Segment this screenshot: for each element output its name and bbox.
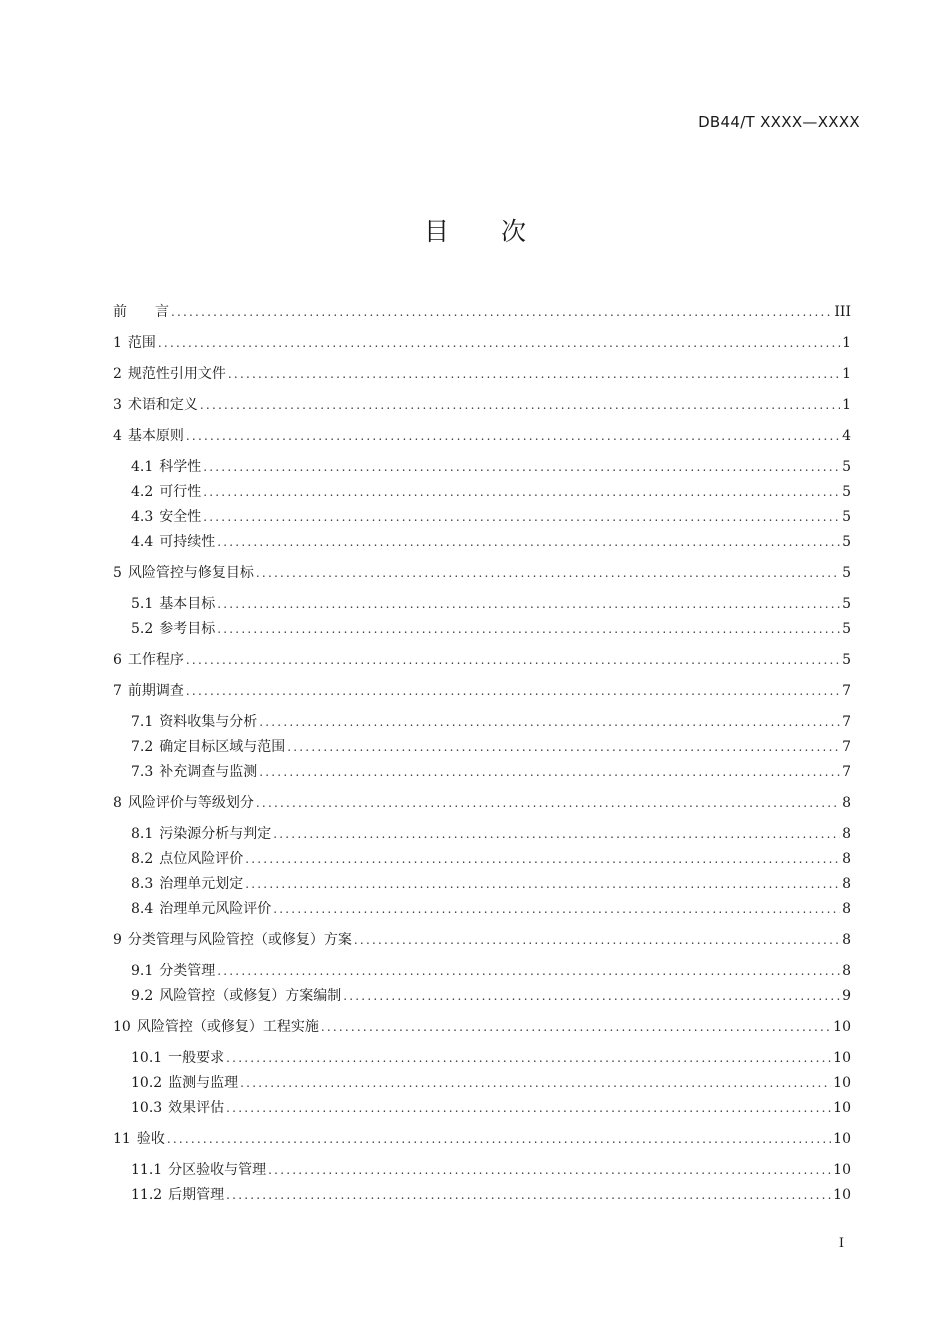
toc-entry-title: 可持续性 [159,534,216,550]
toc-entry-title: 工作程序 [127,652,184,668]
toc-entry-number: 11.2 [131,1187,163,1203]
toc-entry-title: 可行性 [159,484,202,500]
toc-entry-number: 4.3 [131,509,154,525]
toc-entry-title: 安全性 [159,509,202,525]
toc-entry-label [131,822,271,847]
toc-leader-dots [259,760,840,785]
toc-entry-title: 补充调查与监测 [159,764,258,780]
toc-entry-label [131,760,257,785]
toc-entry[interactable] [113,455,851,480]
toc-entry[interactable] [113,424,851,449]
toc-entry-page: 8 [842,876,851,892]
toc-entry-page: 5 [842,509,851,525]
toc-entry[interactable] [113,735,851,760]
toc-entry-page: 8 [842,851,851,867]
toc-leader-dots [217,959,840,984]
toc-entry-label [113,1015,319,1040]
toc-entry-number: 10.2 [131,1075,163,1091]
toc-entry-number: 8.2 [131,851,154,867]
toc-entry-label [131,1096,224,1121]
toc-entry-page: III [834,304,851,320]
toc-entry-page: 1 [842,397,851,413]
toc-entry-label [131,735,285,760]
toc-entry-number: 1 [113,335,122,351]
toc-entry-title: 科学性 [159,459,202,475]
toc-entry-page: 1 [842,366,851,382]
toc-leader-dots [228,362,840,387]
toc-entry[interactable] [113,592,851,617]
toc-leader-dots [171,300,832,325]
toc-entry-title: 基本原则 [127,428,184,444]
toc-entry-page: 7 [842,683,851,699]
toc-entry-page: 5 [842,459,851,475]
toc-entry[interactable] [113,393,851,418]
toc-entry-title: 治理单元风险评价 [159,901,272,917]
toc-leader-dots [287,735,840,760]
toc-entry-title: 效果评估 [168,1100,225,1116]
toc-entry-label [131,480,201,505]
toc-leader-dots [259,710,840,735]
toc-entry-label [131,530,215,555]
toc-entry-page: 10 [833,1187,851,1203]
toc-entry-page: 10 [833,1131,851,1147]
toc-entry[interactable] [113,791,851,816]
toc-leader-dots [245,847,840,872]
toc-leader-dots [217,592,840,617]
toc-leader-dots [226,1183,831,1208]
toc-entry-number: 10.3 [131,1100,163,1116]
toc-entry-title: 基本目标 [159,596,216,612]
toc-entry-label [113,362,226,387]
toc-entry-title: 参考目标 [159,621,216,637]
toc-entry-title: 风险管控（或修复）方案编制 [159,988,342,1004]
toc-entry[interactable] [113,617,851,642]
toc-leader-dots [167,1127,831,1152]
toc-entry-label [113,928,352,953]
toc-entry-page: 10 [833,1162,851,1178]
toc-leader-dots [256,791,840,816]
toc-entry[interactable] [113,300,851,325]
toc-entry[interactable] [113,872,851,897]
toc-entry-number: 8 [113,795,122,811]
toc-entry-label [131,455,201,480]
toc-entry-number: 3 [113,397,122,413]
toc-entry[interactable] [113,847,851,872]
toc-entry-label [113,1127,165,1152]
toc-entry[interactable] [113,1158,851,1183]
toc-entry-label [131,1183,224,1208]
toc-entry-number: 4 [113,428,122,444]
toc-leader-dots [343,984,840,1009]
toc-entry-page: 5 [842,484,851,500]
toc-entry-number: 4.2 [131,484,154,500]
toc-entry[interactable] [113,928,851,953]
toc-entry[interactable] [113,648,851,673]
toc-leader-dots [321,1015,831,1040]
toc-entry-page: 5 [842,652,851,668]
toc-entry-label [131,847,243,872]
toc-entry-title: 风险管控（或修复）工程实施 [136,1019,319,1035]
toc-entry-page: 10 [833,1100,851,1116]
toc-entry-label [131,592,215,617]
toc-entry-number: 5.2 [131,621,154,637]
toc-entry-label [131,1158,266,1183]
toc-leader-dots [186,679,840,704]
toc-leader-dots [158,331,840,356]
toc-entry-label [113,679,184,704]
toc-entry-label [113,791,254,816]
table-of-contents [113,300,851,1208]
toc-entry[interactable] [113,530,851,555]
document-code: DB44/T XXXX—XXXX [698,113,860,131]
toc-entry-number: 4.4 [131,534,154,550]
toc-entry[interactable] [113,760,851,785]
toc-leader-dots [240,1071,831,1096]
toc-entry[interactable] [113,1127,851,1152]
toc-entry-page: 10 [833,1019,851,1035]
toc-entry-title: 术语和定义 [127,397,198,413]
toc-entry-title: 言 [127,304,169,320]
toc-entry-label [113,648,184,673]
toc-leader-dots [268,1158,831,1183]
toc-entry-number: 5 [113,565,122,581]
toc-entry-page: 4 [842,428,851,444]
toc-entry[interactable] [113,1096,851,1121]
toc-entry-title: 规范性引用文件 [127,366,226,382]
toc-entry-title: 分类管理 [159,963,216,979]
toc-entry-number: 8.3 [131,876,154,892]
toc-entry-label [131,872,243,897]
toc-entry-page: 5 [842,565,851,581]
toc-entry-title: 点位风险评价 [159,851,244,867]
toc-entry-label [131,710,257,735]
toc-leader-dots [217,617,840,642]
toc-entry-title: 资料收集与分析 [159,714,258,730]
toc-leader-dots [273,897,840,922]
toc-entry-title: 风险管控与修复目标 [127,565,254,581]
toc-entry-title: 风险评价与等级划分 [127,795,254,811]
toc-entry-page: 5 [842,621,851,637]
toc-leader-dots [226,1046,831,1071]
toc-entry-number: 9.1 [131,963,154,979]
toc-entry-number: 前 [113,304,127,320]
toc-entry-label [113,424,184,449]
toc-entry-page: 8 [842,826,851,842]
toc-entry-page: 5 [842,534,851,550]
toc-entry-number: 7 [113,683,122,699]
toc-entry-title: 确定目标区域与范围 [159,739,286,755]
toc-entry-page: 9 [842,988,851,1004]
toc-leader-dots [203,480,840,505]
toc-entry-number: 10.1 [131,1050,163,1066]
toc-entry[interactable] [113,897,851,922]
toc-entry[interactable] [113,1046,851,1071]
toc-entry[interactable] [113,362,851,387]
toc-entry-label [131,897,271,922]
toc-entry-number: 5.1 [131,596,154,612]
toc-entry-title: 后期管理 [168,1187,225,1203]
toc-entry-title: 污染源分析与判定 [159,826,272,842]
toc-entry-number: 8.4 [131,901,154,917]
toc-leader-dots [245,872,840,897]
toc-entry-page: 8 [842,963,851,979]
toc-entry-page: 8 [842,932,851,948]
toc-entry-number: 7.3 [131,764,154,780]
toc-leader-dots [354,928,840,953]
toc-entry[interactable] [113,561,851,586]
toc-entry-label [131,984,341,1009]
toc-leader-dots [200,393,840,418]
toc-leader-dots [203,505,840,530]
toc-entry-label [131,505,201,530]
toc-entry-label [131,1046,224,1071]
toc-entry-number: 8.1 [131,826,154,842]
toc-entry-title: 监测与监理 [168,1075,239,1091]
toc-entry-page: 1 [842,335,851,351]
toc-entry-title: 分区验收与管理 [168,1162,267,1178]
toc-entry-title: 一般要求 [168,1050,225,1066]
toc-entry-number: 11.1 [131,1162,163,1178]
toc-entry-label [131,617,215,642]
toc-entry[interactable] [113,984,851,1009]
toc-entry-title: 治理单元划定 [159,876,244,892]
toc-entry-label [113,393,198,418]
toc-entry-number: 7.2 [131,739,154,755]
toc-entry-number: 10 [113,1019,131,1035]
toc-entry-number: 11 [113,1131,131,1147]
toc-entry-page: 7 [842,739,851,755]
toc-entry-title: 前期调查 [127,683,184,699]
toc-leader-dots [226,1096,831,1121]
toc-entry-number: 7.1 [131,714,154,730]
toc-leader-dots [203,455,840,480]
toc-leader-dots [186,648,840,673]
toc-entry-page: 7 [842,764,851,780]
toc-entry-number: 2 [113,366,122,382]
toc-entry-label [113,331,156,356]
toc-entry-number: 9.2 [131,988,154,1004]
toc-entry-number: 6 [113,652,122,668]
toc-entry[interactable] [113,505,851,530]
toc-entry-title: 分类管理与风险管控（或修复）方案 [127,932,352,948]
toc-entry-label [113,300,169,325]
toc-entry-title: 验收 [136,1131,165,1147]
toc-entry-label [131,959,215,984]
toc-entry-page: 7 [842,714,851,730]
toc-entry-label [113,561,254,586]
toc-leader-dots [273,822,840,847]
toc-entry-page: 10 [833,1075,851,1091]
toc-entry[interactable] [113,679,851,704]
toc-entry-label [131,1071,238,1096]
toc-leader-dots [186,424,840,449]
toc-entry[interactable] [113,480,851,505]
toc-title [0,212,950,248]
toc-entry[interactable] [113,331,851,356]
toc-entry-number: 4.1 [131,459,154,475]
toc-entry-number: 9 [113,932,122,948]
toc-leader-dots [256,561,840,586]
toc-entry[interactable] [113,822,851,847]
toc-entry[interactable] [113,1015,851,1040]
toc-entry[interactable] [113,1071,851,1096]
toc-entry-page: 8 [842,795,851,811]
toc-entry-page: 5 [842,596,851,612]
toc-leader-dots [217,530,840,555]
page-number: I [838,1236,844,1251]
toc-entry-title: 范围 [127,335,156,351]
toc-entry[interactable] [113,959,851,984]
toc-entry-page: 8 [842,901,851,917]
toc-entry[interactable] [113,710,851,735]
toc-title-part1: 目 [423,217,449,246]
toc-entry-page: 10 [833,1050,851,1066]
toc-entry[interactable] [113,1183,851,1208]
toc-title-part2: 次 [501,217,527,246]
